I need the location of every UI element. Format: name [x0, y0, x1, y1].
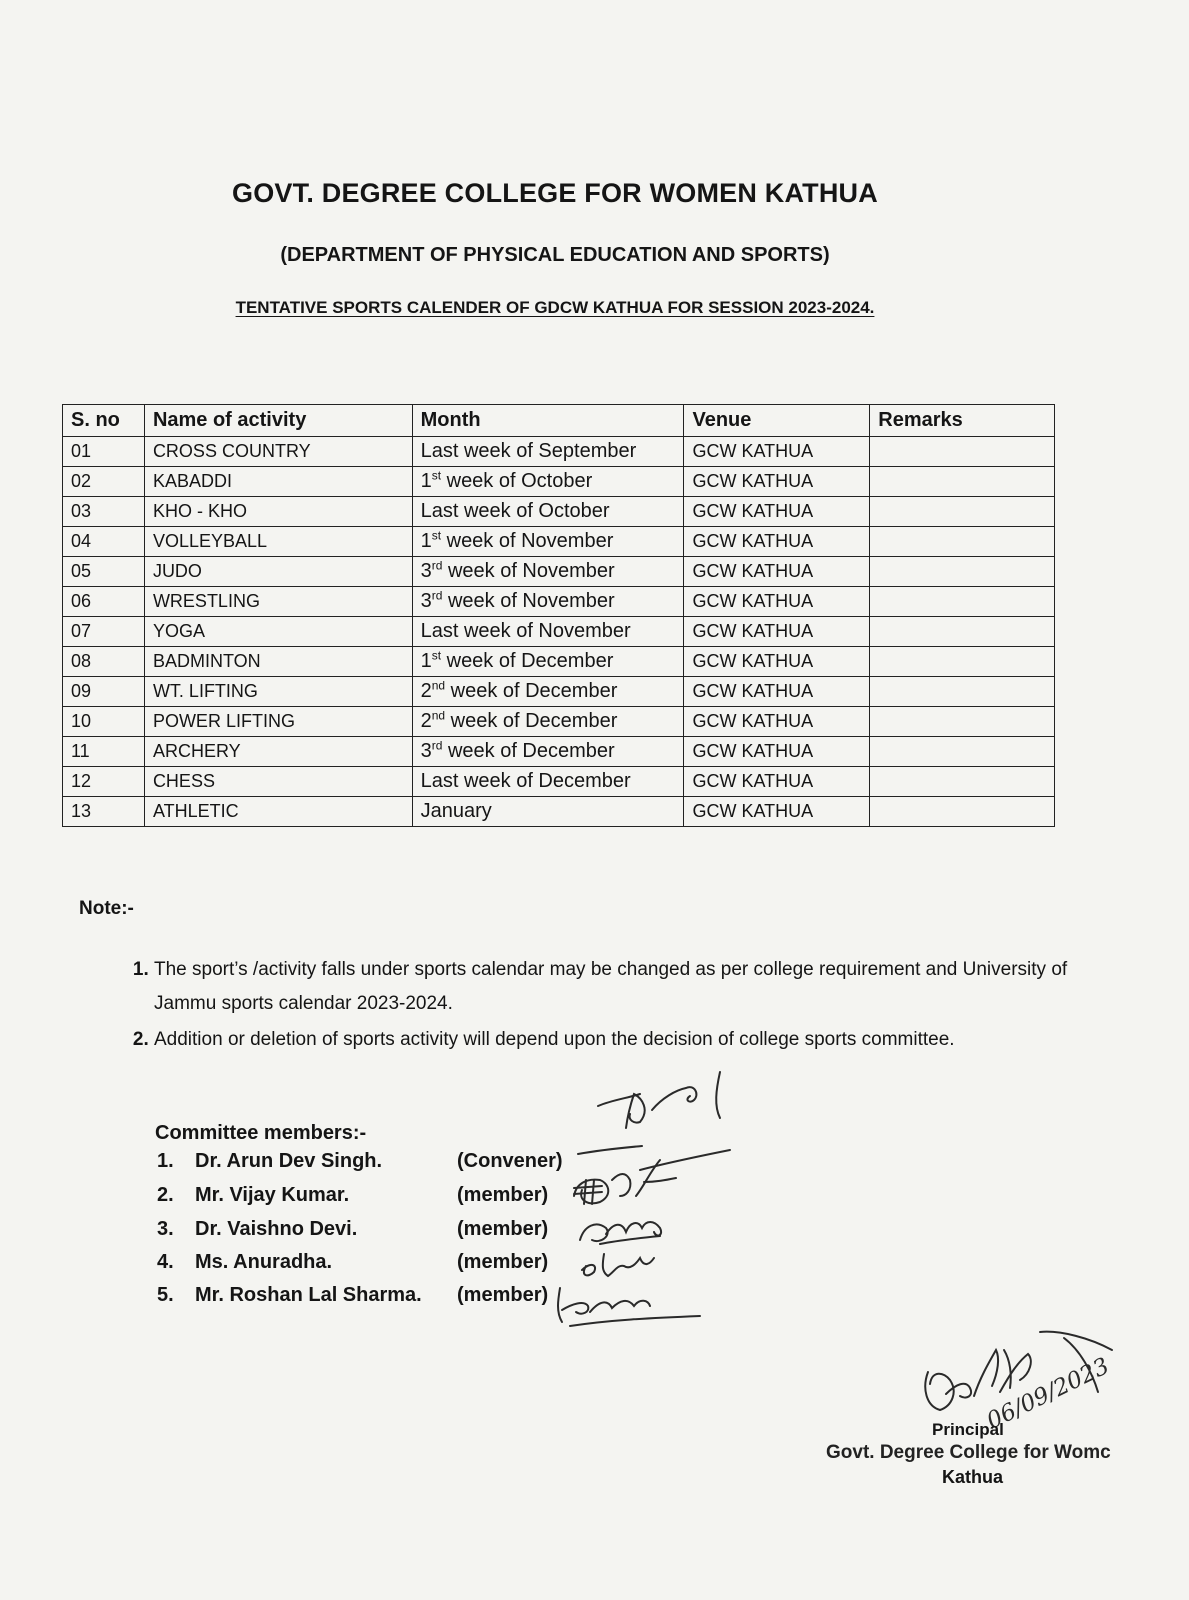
cell-activity: ATHLETIC: [144, 797, 412, 827]
member-number: 2.: [157, 1184, 174, 1206]
member-number: 3.: [157, 1218, 174, 1240]
table-row: [63, 767, 1055, 797]
table-row: [63, 617, 1055, 647]
table-row: [63, 587, 1055, 617]
college-seal-line: Govt. Degree College for Womc: [826, 1442, 1111, 1463]
table-row: [63, 737, 1055, 767]
cell-activity: KHO - KHO: [144, 497, 412, 527]
cell-remarks: [870, 677, 1055, 707]
member-number: 1.: [157, 1150, 174, 1172]
committee-member: [157, 1184, 548, 1207]
cell-sno: 01: [63, 437, 145, 467]
signature-principal: [925, 1332, 1112, 1410]
month-ordinal-suffix: nd: [431, 708, 446, 723]
month-text: 3: [420, 590, 432, 612]
header-month: Month: [412, 405, 684, 437]
cell-activity: CROSS COUNTRY: [144, 437, 412, 467]
cell-month: [412, 677, 684, 707]
table-row: [63, 677, 1055, 707]
month-text: 1: [420, 470, 432, 492]
cell-sno: 11: [63, 737, 145, 767]
month-text: 3: [420, 560, 432, 582]
month-text-rest: week of December: [441, 650, 614, 672]
committee-member: [157, 1150, 563, 1173]
cell-venue: GCW KATHUA: [684, 617, 870, 647]
cell-venue: GCW KATHUA: [684, 467, 870, 497]
cell-remarks: [870, 557, 1055, 587]
member-role: (member): [457, 1184, 549, 1206]
cell-activity: BADMINTON: [144, 647, 412, 677]
cell-sno: 09: [63, 677, 145, 707]
month-text-rest: week of November: [442, 560, 615, 582]
member-name: Ms. Anuradha.: [195, 1251, 333, 1273]
cell-month: [412, 797, 684, 827]
cell-remarks: [870, 527, 1055, 557]
cell-activity: VOLLEYBALL: [144, 527, 412, 557]
cell-month: [412, 497, 684, 527]
committee-member: [157, 1284, 548, 1307]
table-row: [63, 707, 1055, 737]
cell-month: [412, 617, 684, 647]
month-text: Last week of December: [420, 770, 631, 792]
cell-sno: 10: [63, 707, 145, 737]
cell-venue: GCW KATHUA: [684, 497, 870, 527]
cell-month: [412, 737, 684, 767]
svg-text:06/09/2023: 06/09/2023: [982, 1353, 1114, 1435]
cell-activity: YOGA: [144, 617, 412, 647]
sports-calendar-table: [62, 404, 1055, 827]
cell-remarks: [870, 587, 1055, 617]
cell-activity: JUDO: [144, 557, 412, 587]
month-text: January: [420, 800, 492, 822]
cell-month: [412, 437, 684, 467]
month-ordinal-suffix: nd: [431, 678, 446, 693]
month-text: 1: [420, 530, 432, 552]
cell-activity: POWER LIFTING: [144, 707, 412, 737]
month-ordinal-suffix: st: [431, 648, 442, 663]
month-text: 2: [420, 680, 432, 702]
month-text-rest: week of December: [445, 680, 618, 702]
cell-activity: WT. LIFTING: [144, 677, 412, 707]
cell-month: [412, 557, 684, 587]
cell-month: [412, 587, 684, 617]
cell-sno: 05: [63, 557, 145, 587]
cell-sno: 08: [63, 647, 145, 677]
cell-venue: GCW KATHUA: [684, 797, 870, 827]
committee-member: [157, 1218, 548, 1241]
cell-venue: GCW KATHUA: [684, 587, 870, 617]
table-row: [63, 467, 1055, 497]
table-row: [63, 557, 1055, 587]
member-role: (member): [457, 1284, 549, 1306]
month-text-rest: week of November: [442, 590, 615, 612]
cell-month: [412, 467, 684, 497]
signature-member-5: [558, 1288, 700, 1326]
month-text-rest: week of October: [441, 470, 593, 492]
cell-sno: 02: [63, 467, 145, 497]
cell-venue: GCW KATHUA: [684, 767, 870, 797]
cell-sno: 04: [63, 527, 145, 557]
cell-venue: GCW KATHUA: [684, 647, 870, 677]
cell-remarks: [870, 617, 1055, 647]
month-text-rest: week of December: [442, 740, 615, 762]
month-text: Last week of October: [420, 500, 610, 522]
note-item: 1. The sport’s /activity falls under sports calendar may be changed as per college requirement and University of Jammu sports calendar 2023-2024.: [154, 953, 1114, 1021]
table-header-row: [63, 405, 1055, 437]
month-text-rest: week of December: [445, 710, 618, 732]
cell-remarks: [870, 797, 1055, 827]
month-text: 2: [420, 710, 432, 732]
member-role: (member): [457, 1218, 549, 1240]
member-name: Dr. Arun Dev Singh.: [195, 1150, 383, 1172]
month-ordinal-suffix: rd: [431, 588, 443, 603]
signature-member-4: [582, 1254, 654, 1276]
signature-member-2: [574, 1150, 730, 1204]
cell-sno: 03: [63, 497, 145, 527]
cell-remarks: [870, 737, 1055, 767]
note-label: Note:-: [79, 898, 134, 919]
cell-venue: GCW KATHUA: [684, 707, 870, 737]
cell-remarks: [870, 437, 1055, 467]
cell-venue: GCW KATHUA: [684, 677, 870, 707]
note-item: 2. Addition or deletion of sports activity will depend upon the decision of college sports committee.: [154, 1023, 1114, 1057]
cell-venue: GCW KATHUA: [684, 737, 870, 767]
table-body: [63, 437, 1055, 827]
month-ordinal-suffix: st: [431, 468, 442, 483]
college-place: Kathua: [942, 1467, 1004, 1487]
member-number: 5.: [157, 1284, 174, 1306]
member-name: Dr. Vaishno Devi.: [195, 1218, 358, 1240]
principal-designation: Principal: [932, 1420, 1004, 1439]
month-text: Last week of September: [420, 440, 637, 462]
header-venue: Venue: [684, 405, 870, 437]
month-text: 1: [420, 650, 432, 672]
header-remarks: Remarks: [870, 405, 1055, 437]
cell-sno: 13: [63, 797, 145, 827]
cell-activity: ARCHERY: [144, 737, 412, 767]
header-sno: S. no: [63, 405, 145, 437]
cell-venue: GCW KATHUA: [684, 557, 870, 587]
cell-sno: 12: [63, 767, 145, 797]
member-number: 4.: [157, 1251, 174, 1273]
month-ordinal-suffix: rd: [431, 558, 443, 573]
cell-venue: GCW KATHUA: [684, 527, 870, 557]
cell-month: [412, 527, 684, 557]
member-role: (member): [457, 1251, 549, 1273]
cell-sno: 07: [63, 617, 145, 647]
cell-activity: KABADDI: [144, 467, 412, 497]
cell-activity: CHESS: [144, 767, 412, 797]
header-activity: Name of activity: [144, 405, 412, 437]
signature-member-3: [580, 1222, 661, 1244]
member-role: (Convener): [457, 1150, 563, 1172]
calendar-title: TENTATIVE SPORTS CALENDER OF GDCW KATHUA FOR SESSION 2023-2024.: [235, 298, 875, 317]
month-ordinal-suffix: st: [431, 528, 442, 543]
month-ordinal-suffix: rd: [431, 738, 443, 753]
college-title: GOVT. DEGREE COLLEGE FOR WOMEN KATHUA: [232, 178, 878, 208]
month-text: 3: [420, 740, 432, 762]
cell-month: [412, 707, 684, 737]
month-text: Last week of November: [420, 620, 631, 642]
table-row: [63, 437, 1055, 467]
table-row: [63, 797, 1055, 827]
cell-sno: 06: [63, 587, 145, 617]
notes-list: [112, 953, 1114, 1059]
committee-member: [157, 1251, 548, 1274]
cell-remarks: [870, 647, 1055, 677]
table-row: [63, 527, 1055, 557]
cell-venue: GCW KATHUA: [684, 437, 870, 467]
department-title: (DEPARTMENT OF PHYSICAL EDUCATION AND SPORTS): [280, 244, 830, 266]
cell-remarks: [870, 767, 1055, 797]
cell-month: [412, 767, 684, 797]
signature-convener: [578, 1072, 720, 1154]
cell-activity: WRESTLING: [144, 587, 412, 617]
committee-title: Committee members:-: [155, 1122, 367, 1144]
cell-month: [412, 647, 684, 677]
table-row: [63, 497, 1055, 527]
member-name: Mr. Vijay Kumar.: [195, 1184, 350, 1206]
member-name: Mr. Roshan Lal Sharma.: [195, 1284, 422, 1306]
cell-remarks: [870, 497, 1055, 527]
cell-remarks: [870, 707, 1055, 737]
table-row: [63, 647, 1055, 677]
cell-remarks: [870, 467, 1055, 497]
month-text-rest: week of November: [441, 530, 614, 552]
